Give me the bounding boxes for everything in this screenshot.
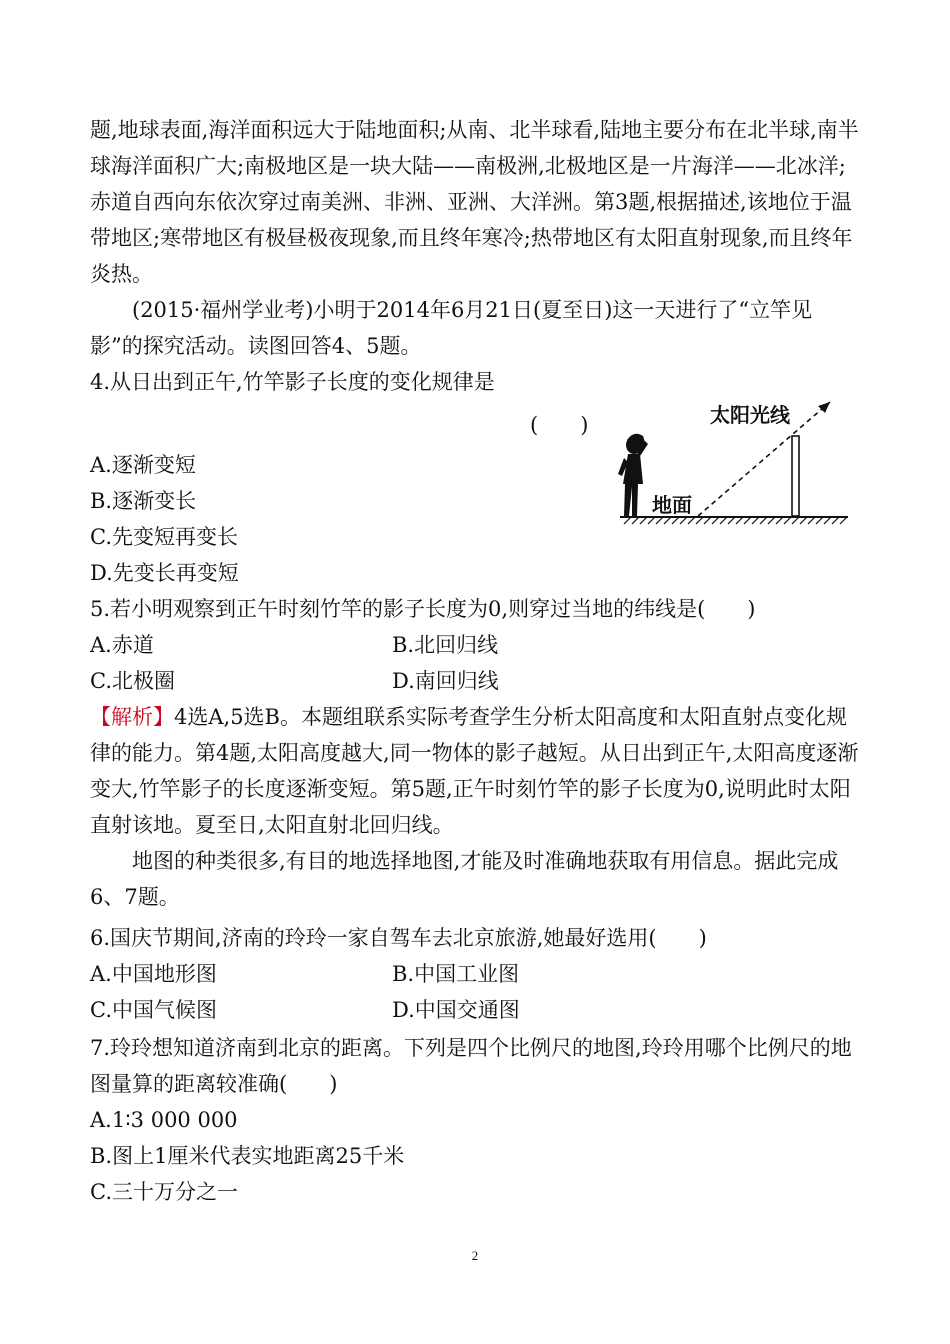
sun-rays-label: 太阳光线	[710, 403, 790, 427]
analysis-paragraph	[90, 699, 860, 843]
q6-option-c: C.中国气候图	[90, 998, 217, 1022]
q4-answer-paren: ( )	[530, 413, 589, 437]
q7-option-c: C.三十万分之一	[90, 1180, 238, 1204]
q67-context: 地图的种类很多,有目的地选择地图,才能及时准确地获取有用信息。据此完成6、7题。	[90, 849, 839, 909]
q4-stem: 4.从日出到正午,竹竿影子长度的变化规律是	[90, 370, 495, 394]
q4-option-b: B.逐渐变长	[90, 489, 197, 513]
q7-option-b: B.图上1厘米代表实地距离25千米	[90, 1144, 405, 1168]
shadow-figure	[612, 392, 852, 527]
q4-option-a: A.逐渐变短	[90, 453, 196, 477]
analysis-text: 4选A,5选B。本题组联系实际考查学生分析太阳高度和太阳直射点变化规律的能力。第4题,太阳高度越大,同一物体的影子越短。从日出到正午,太阳高度逐渐变大,竹竿影子的长度逐渐变短。第5题,正午时刻竹竿的影子长度为0,说明此时太阳直射该地。夏至日,太阳直射北回归线。	[90, 705, 859, 837]
q7-stem: 7.玲玲想知道济南到北京的距离。下列是四个比例尺的地图,玲玲用哪个比例尺的地图量算的距离较准确( )	[90, 1036, 852, 1096]
ground-hatching	[624, 517, 847, 524]
sun-ray-arrowhead	[818, 402, 830, 413]
q6-option-d: D.中国交通图	[392, 998, 520, 1022]
q4-option-c: C.先变短再变长	[90, 525, 238, 549]
person-icon	[618, 434, 648, 516]
q5-option-a: A.赤道	[90, 633, 154, 657]
q4-option-d: D.先变长再变短	[90, 561, 239, 585]
q5-option-c: C.北极圈	[90, 669, 175, 693]
analysis-tag: 【解析】	[90, 705, 174, 729]
q5-stem: 5.若小明观察到正午时刻竹竿的影子长度为0,则穿过当地的纬线是( )	[90, 597, 756, 621]
q7-option-a: A.1∶3 000 000	[90, 1108, 238, 1132]
q6-option-a: A.中国地形图	[90, 962, 217, 986]
intro-paragraph: 题,地球表面,海洋面积远大于陆地面积;从南、北半球看,陆地主要分布在北半球,南半球海洋面积广大;南极地区是一块大陆——南极洲,北极地区是一片海洋——北冰洋;赤道自西向东依次穿过南美洲、非洲、亚洲、大洋洲。第3题,根据描述,该地位于温带地区;寒带地区有极昼极夜现象,而且终年寒冷;热带地区有太阳直射现象,而且终年炎热。	[90, 118, 859, 286]
ground-label: 地面	[652, 493, 692, 517]
q6-stem: 6.国庆节期间,济南的玲玲一家自驾车去北京旅游,她最好选用( )	[90, 926, 707, 950]
q5-option-d: D.南回归线	[392, 669, 499, 693]
q6-option-b: B.中国工业图	[392, 962, 520, 986]
q45-context: (2015·福州学业考)小明于2014年6月21日(夏至日)这一天进行了“立竿见影”的探究活动。读图回答4、5题。	[90, 298, 813, 358]
q5-option-b: B.北回归线	[392, 633, 499, 657]
bamboo-pole	[792, 436, 799, 516]
page-number: 2	[471, 1248, 479, 1263]
